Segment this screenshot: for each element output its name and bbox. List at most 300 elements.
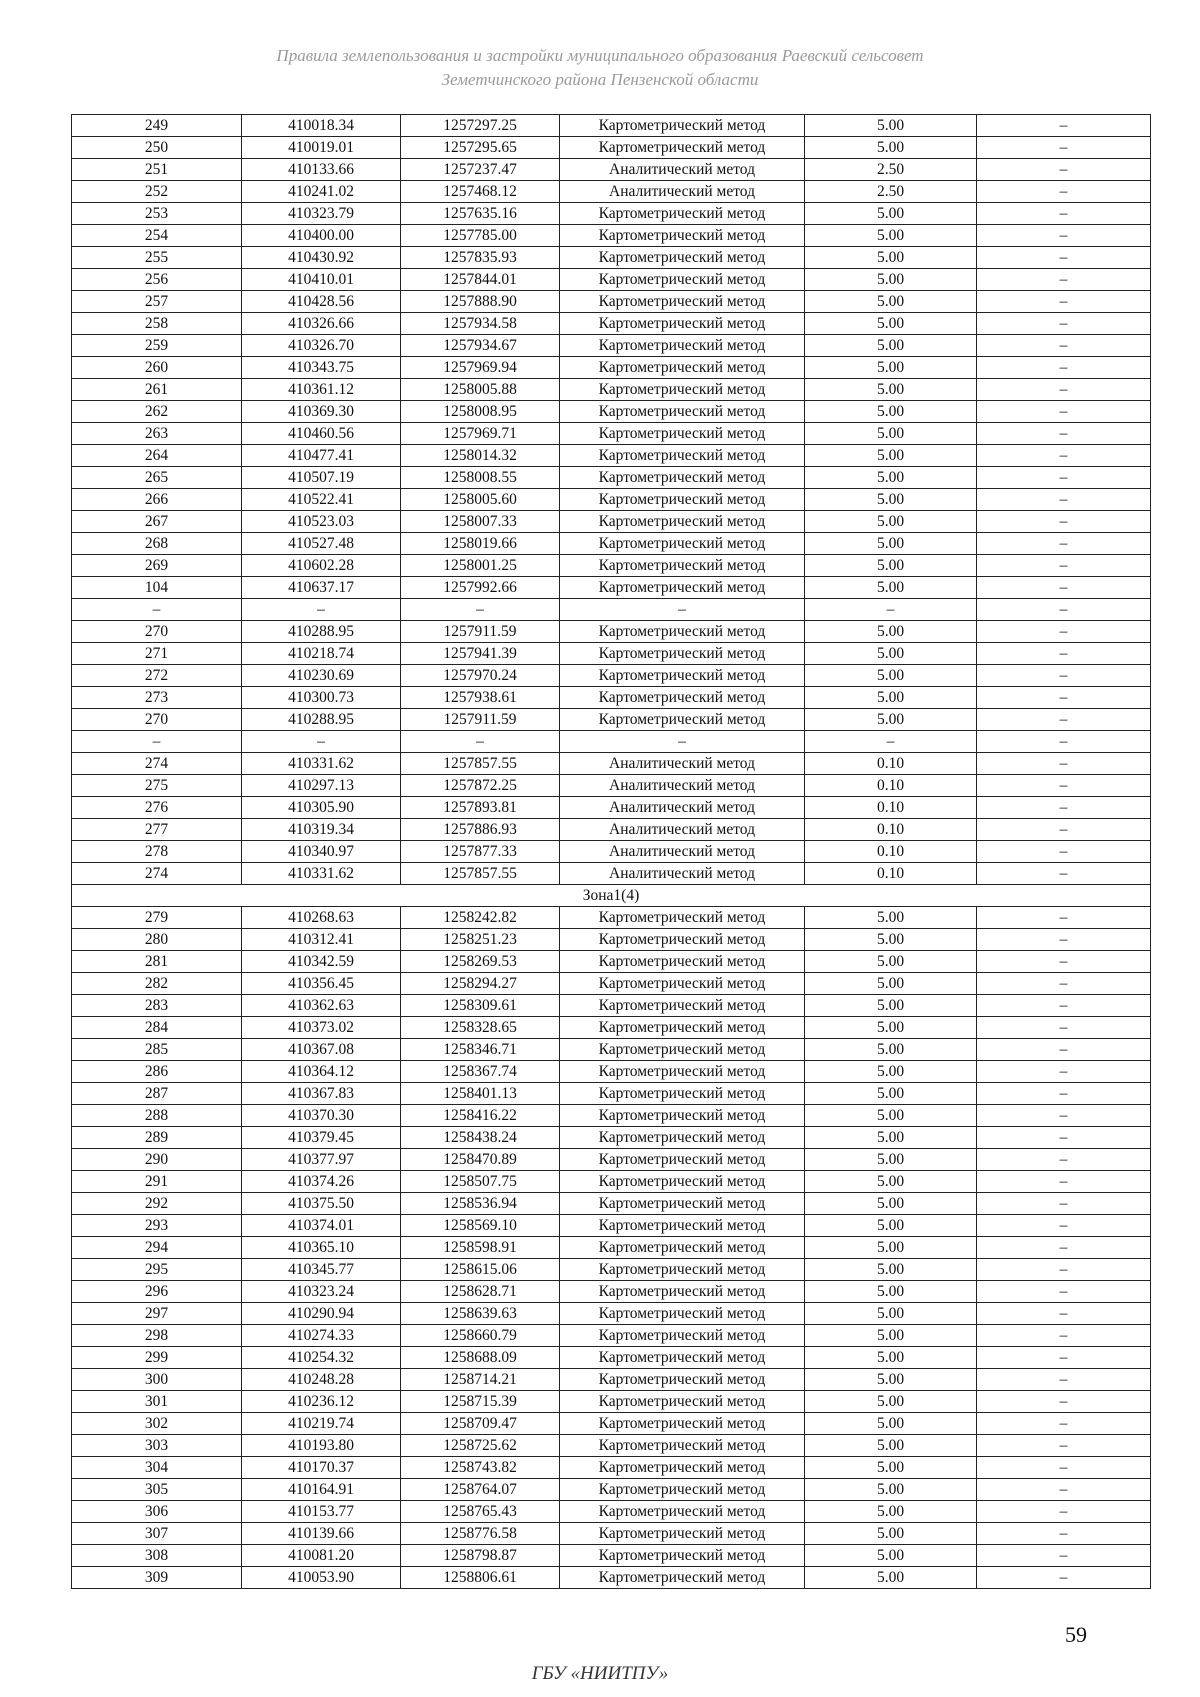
x-coordinate-cell: 410374.01	[242, 1215, 401, 1237]
point-number-cell: 252	[72, 181, 242, 203]
table-row	[72, 335, 1151, 357]
point-number-cell: 292	[72, 1193, 242, 1215]
method-cell: Картометрический метод	[560, 423, 805, 445]
method-cell: Картометрический метод	[560, 335, 805, 357]
point-number-cell: 263	[72, 423, 242, 445]
table-row	[72, 951, 1151, 973]
accuracy-cell: 5.00	[805, 291, 977, 313]
table-row	[72, 1281, 1151, 1303]
y-coordinate-cell: 1258536.94	[401, 1193, 560, 1215]
point-number-cell: 303	[72, 1435, 242, 1457]
method-cell: Картометрический метод	[560, 247, 805, 269]
table-row	[72, 687, 1151, 709]
description-cell: –	[977, 929, 1151, 951]
x-coordinate-cell: 410319.34	[242, 819, 401, 841]
table-row	[72, 247, 1151, 269]
accuracy-cell: 5.00	[805, 533, 977, 555]
point-number-cell: 290	[72, 1149, 242, 1171]
method-cell: Картометрический метод	[560, 1369, 805, 1391]
accuracy-cell: 5.00	[805, 929, 977, 951]
x-coordinate-cell: 410342.59	[242, 951, 401, 973]
method-cell: Картометрический метод	[560, 533, 805, 555]
table-row	[72, 467, 1151, 489]
method-cell: Картометрический метод	[560, 467, 805, 489]
method-cell: Картометрический метод	[560, 445, 805, 467]
x-coordinate-cell: 410331.62	[242, 753, 401, 775]
method-cell: Картометрический метод	[560, 1017, 805, 1039]
x-coordinate-cell: 410345.77	[242, 1259, 401, 1281]
x-coordinate-cell: 410377.97	[242, 1149, 401, 1171]
method-cell: Картометрический метод	[560, 951, 805, 973]
table-row	[72, 1237, 1151, 1259]
point-number-cell: –	[72, 731, 242, 753]
x-coordinate-cell: 410081.20	[242, 1545, 401, 1567]
point-number-cell: 273	[72, 687, 242, 709]
point-number-cell: 301	[72, 1391, 242, 1413]
y-coordinate-cell: 1258008.95	[401, 401, 560, 423]
y-coordinate-cell: –	[401, 599, 560, 621]
point-number-cell: 299	[72, 1347, 242, 1369]
method-cell: Картометрический метод	[560, 1545, 805, 1567]
x-coordinate-cell: 410218.74	[242, 643, 401, 665]
point-number-cell: 104	[72, 577, 242, 599]
point-number-cell: 300	[72, 1369, 242, 1391]
accuracy-cell: 5.00	[805, 269, 977, 291]
y-coordinate-cell: 1258507.75	[401, 1171, 560, 1193]
description-cell: –	[977, 841, 1151, 863]
method-cell: Картометрический метод	[560, 379, 805, 401]
x-coordinate-cell: 410331.62	[242, 863, 401, 885]
y-coordinate-cell: 1257970.24	[401, 665, 560, 687]
method-cell: Картометрический метод	[560, 973, 805, 995]
x-coordinate-cell: 410430.92	[242, 247, 401, 269]
description-cell: –	[977, 313, 1151, 335]
x-coordinate-cell: 410305.90	[242, 797, 401, 819]
y-coordinate-cell: 1257934.58	[401, 313, 560, 335]
table-row	[72, 1215, 1151, 1237]
table-row	[72, 753, 1151, 775]
x-coordinate-cell: 410230.69	[242, 665, 401, 687]
description-cell: –	[977, 687, 1151, 709]
y-coordinate-cell: 1258688.09	[401, 1347, 560, 1369]
y-coordinate-cell: 1258765.43	[401, 1501, 560, 1523]
point-number-cell: 307	[72, 1523, 242, 1545]
point-number-cell: 259	[72, 335, 242, 357]
x-coordinate-cell: 410139.66	[242, 1523, 401, 1545]
table-row	[72, 1435, 1151, 1457]
y-coordinate-cell: 1257295.65	[401, 137, 560, 159]
accuracy-cell: 5.00	[805, 1325, 977, 1347]
description-cell: –	[977, 1435, 1151, 1457]
method-cell: Картометрический метод	[560, 1193, 805, 1215]
point-number-cell: 262	[72, 401, 242, 423]
y-coordinate-cell: 1257844.01	[401, 269, 560, 291]
table-row	[72, 819, 1151, 841]
description-cell: –	[977, 401, 1151, 423]
method-cell: Картометрический метод	[560, 1501, 805, 1523]
y-coordinate-cell: 1258001.25	[401, 555, 560, 577]
point-number-cell: 283	[72, 995, 242, 1017]
method-cell: Картометрический метод	[560, 203, 805, 225]
method-cell: Картометрический метод	[560, 1149, 805, 1171]
description-cell: –	[977, 731, 1151, 753]
x-coordinate-cell: 410323.24	[242, 1281, 401, 1303]
x-coordinate-cell: 410193.80	[242, 1435, 401, 1457]
x-coordinate-cell: 410477.41	[242, 445, 401, 467]
x-coordinate-cell: 410323.79	[242, 203, 401, 225]
description-cell: –	[977, 577, 1151, 599]
x-coordinate-cell: 410365.10	[242, 1237, 401, 1259]
method-cell: Аналитический метод	[560, 159, 805, 181]
accuracy-cell: 5.00	[805, 577, 977, 599]
method-cell: –	[560, 731, 805, 753]
description-cell: –	[977, 137, 1151, 159]
point-number-cell: –	[72, 599, 242, 621]
table-row	[72, 577, 1151, 599]
method-cell: Картометрический метод	[560, 1127, 805, 1149]
y-coordinate-cell: 1258019.66	[401, 533, 560, 555]
table-row	[72, 1501, 1151, 1523]
point-number-cell: 278	[72, 841, 242, 863]
table-row	[72, 489, 1151, 511]
y-coordinate-cell: 1258806.61	[401, 1567, 560, 1589]
accuracy-cell: 5.00	[805, 313, 977, 335]
method-cell: Картометрический метод	[560, 1413, 805, 1435]
accuracy-cell: 5.00	[805, 247, 977, 269]
point-number-cell: 291	[72, 1171, 242, 1193]
method-cell: Аналитический метод	[560, 819, 805, 841]
accuracy-cell: 5.00	[805, 1259, 977, 1281]
x-coordinate-cell: 410522.41	[242, 489, 401, 511]
accuracy-cell: 5.00	[805, 709, 977, 731]
x-coordinate-cell: 410274.33	[242, 1325, 401, 1347]
accuracy-cell: 5.00	[805, 1127, 977, 1149]
accuracy-cell: 5.00	[805, 1017, 977, 1039]
point-number-cell: 275	[72, 775, 242, 797]
description-cell: –	[977, 1413, 1151, 1435]
table-row	[72, 313, 1151, 335]
accuracy-cell: 5.00	[805, 1237, 977, 1259]
header-line-2: Земетчинского района Пензенской области	[441, 70, 759, 89]
accuracy-cell: 5.00	[805, 1281, 977, 1303]
description-cell: –	[977, 1369, 1151, 1391]
accuracy-cell: 5.00	[805, 973, 977, 995]
accuracy-cell: 0.10	[805, 819, 977, 841]
method-cell: Картометрический метод	[560, 687, 805, 709]
method-cell: Картометрический метод	[560, 269, 805, 291]
point-number-cell: 257	[72, 291, 242, 313]
accuracy-cell: 5.00	[805, 137, 977, 159]
table-row	[72, 225, 1151, 247]
table-row	[72, 533, 1151, 555]
description-cell: –	[977, 335, 1151, 357]
description-cell: –	[977, 1017, 1151, 1039]
point-number-cell: 287	[72, 1083, 242, 1105]
accuracy-cell: 5.00	[805, 511, 977, 533]
description-cell: –	[977, 423, 1151, 445]
point-number-cell: 250	[72, 137, 242, 159]
description-cell: –	[977, 1391, 1151, 1413]
description-cell: –	[977, 709, 1151, 731]
accuracy-cell: 5.00	[805, 489, 977, 511]
accuracy-cell: 5.00	[805, 203, 977, 225]
table-row	[72, 357, 1151, 379]
x-coordinate-cell: 410297.13	[242, 775, 401, 797]
table-row	[72, 929, 1151, 951]
method-cell: Картометрический метод	[560, 621, 805, 643]
method-cell: Картометрический метод	[560, 1391, 805, 1413]
y-coordinate-cell: 1258401.13	[401, 1083, 560, 1105]
point-number-cell: 267	[72, 511, 242, 533]
table-row	[72, 511, 1151, 533]
page-number: 59	[1065, 1622, 1087, 1647]
description-cell: –	[977, 775, 1151, 797]
point-number-cell: 302	[72, 1413, 242, 1435]
table-row	[72, 269, 1151, 291]
method-cell: Картометрический метод	[560, 1171, 805, 1193]
description-cell: –	[977, 1523, 1151, 1545]
y-coordinate-cell: 1258007.33	[401, 511, 560, 533]
method-cell: Картометрический метод	[560, 1303, 805, 1325]
description-cell: –	[977, 819, 1151, 841]
accuracy-cell: 5.00	[805, 1523, 977, 1545]
accuracy-cell: –	[805, 599, 977, 621]
x-coordinate-cell: 410507.19	[242, 467, 401, 489]
x-coordinate-cell: 410400.00	[242, 225, 401, 247]
x-coordinate-cell: 410356.45	[242, 973, 401, 995]
y-coordinate-cell: 1257992.66	[401, 577, 560, 599]
y-coordinate-cell: 1257888.90	[401, 291, 560, 313]
x-coordinate-cell: 410254.32	[242, 1347, 401, 1369]
y-coordinate-cell: 1257969.94	[401, 357, 560, 379]
coordinates-table	[71, 114, 1151, 1589]
point-number-cell: 269	[72, 555, 242, 577]
accuracy-cell: 5.00	[805, 1149, 977, 1171]
x-coordinate-cell: 410019.01	[242, 137, 401, 159]
accuracy-cell: 5.00	[805, 995, 977, 1017]
x-coordinate-cell: 410602.28	[242, 555, 401, 577]
x-coordinate-cell: 410369.30	[242, 401, 401, 423]
accuracy-cell: 5.00	[805, 1303, 977, 1325]
method-cell: Картометрический метод	[560, 1105, 805, 1127]
accuracy-cell: 5.00	[805, 1567, 977, 1589]
point-number-cell: 264	[72, 445, 242, 467]
description-cell: –	[977, 995, 1151, 1017]
description-cell: –	[977, 951, 1151, 973]
method-cell: Картометрический метод	[560, 1523, 805, 1545]
description-cell: –	[977, 159, 1151, 181]
method-cell: Картометрический метод	[560, 1457, 805, 1479]
y-coordinate-cell: 1257297.25	[401, 115, 560, 137]
description-cell: –	[977, 797, 1151, 819]
x-coordinate-cell: 410527.48	[242, 533, 401, 555]
accuracy-cell: –	[805, 731, 977, 753]
accuracy-cell: 5.00	[805, 621, 977, 643]
table-row	[72, 423, 1151, 445]
method-cell: Картометрический метод	[560, 1259, 805, 1281]
description-cell: –	[977, 1237, 1151, 1259]
y-coordinate-cell: 1258639.63	[401, 1303, 560, 1325]
coordinates-table-body	[72, 115, 1151, 1589]
y-coordinate-cell: 1258005.88	[401, 379, 560, 401]
x-coordinate-cell: 410370.30	[242, 1105, 401, 1127]
footer-organization: ГБУ «НИИТПУ»	[531, 1663, 669, 1684]
table-row	[72, 379, 1151, 401]
accuracy-cell: 5.00	[805, 1545, 977, 1567]
y-coordinate-cell: 1257785.00	[401, 225, 560, 247]
method-cell: Картометрический метод	[560, 643, 805, 665]
method-cell: Картометрический метод	[560, 1325, 805, 1347]
table-row	[72, 1567, 1151, 1589]
y-coordinate-cell: 1257835.93	[401, 247, 560, 269]
x-coordinate-cell: 410460.56	[242, 423, 401, 445]
accuracy-cell: 5.00	[805, 357, 977, 379]
table-row	[72, 181, 1151, 203]
table-row	[72, 555, 1151, 577]
table-row	[72, 137, 1151, 159]
description-cell: –	[977, 379, 1151, 401]
table-row	[72, 115, 1151, 137]
accuracy-cell: 0.10	[805, 797, 977, 819]
accuracy-cell: 0.10	[805, 753, 977, 775]
description-cell: –	[977, 203, 1151, 225]
x-coordinate-cell: –	[242, 731, 401, 753]
y-coordinate-cell: 1258005.60	[401, 489, 560, 511]
y-coordinate-cell: 1257886.93	[401, 819, 560, 841]
accuracy-cell: 5.00	[805, 1501, 977, 1523]
running-header	[0, 44, 1200, 92]
accuracy-cell: 5.00	[805, 445, 977, 467]
description-cell: –	[977, 1083, 1151, 1105]
y-coordinate-cell: 1258309.61	[401, 995, 560, 1017]
y-coordinate-cell: 1258725.62	[401, 1435, 560, 1457]
x-coordinate-cell: 410300.73	[242, 687, 401, 709]
method-cell: Картометрический метод	[560, 1061, 805, 1083]
description-cell: –	[977, 489, 1151, 511]
y-coordinate-cell: 1258628.71	[401, 1281, 560, 1303]
x-coordinate-cell: 410053.90	[242, 1567, 401, 1589]
method-cell: Картометрический метод	[560, 291, 805, 313]
method-cell: Аналитический метод	[560, 863, 805, 885]
description-cell: –	[977, 357, 1151, 379]
point-number-cell: 249	[72, 115, 242, 137]
table-row	[72, 643, 1151, 665]
table-row	[72, 159, 1151, 181]
description-cell: –	[977, 665, 1151, 687]
y-coordinate-cell: 1257941.39	[401, 643, 560, 665]
x-coordinate-cell: 410018.34	[242, 115, 401, 137]
table-row	[72, 797, 1151, 819]
y-coordinate-cell: 1258416.22	[401, 1105, 560, 1127]
y-coordinate-cell: 1258438.24	[401, 1127, 560, 1149]
description-cell: –	[977, 1193, 1151, 1215]
accuracy-cell: 2.50	[805, 159, 977, 181]
x-coordinate-cell: 410340.97	[242, 841, 401, 863]
table-row	[72, 401, 1151, 423]
table-row	[72, 907, 1151, 929]
table-row	[72, 1413, 1151, 1435]
x-coordinate-cell: 410343.75	[242, 357, 401, 379]
x-coordinate-cell: 410290.94	[242, 1303, 401, 1325]
method-cell: Картометрический метод	[560, 225, 805, 247]
table-row	[72, 1369, 1151, 1391]
point-number-cell: 254	[72, 225, 242, 247]
point-number-cell: 294	[72, 1237, 242, 1259]
description-cell: –	[977, 1325, 1151, 1347]
description-cell: –	[977, 291, 1151, 313]
y-coordinate-cell: 1257468.12	[401, 181, 560, 203]
point-number-cell: 256	[72, 269, 242, 291]
table-row	[72, 841, 1151, 863]
accuracy-cell: 5.00	[805, 1083, 977, 1105]
y-coordinate-cell: –	[401, 731, 560, 753]
method-cell: Картометрический метод	[560, 115, 805, 137]
point-number-cell: 258	[72, 313, 242, 335]
point-number-cell: 295	[72, 1259, 242, 1281]
y-coordinate-cell: 1258569.10	[401, 1215, 560, 1237]
description-cell: –	[977, 181, 1151, 203]
y-coordinate-cell: 1258346.71	[401, 1039, 560, 1061]
description-cell: –	[977, 533, 1151, 555]
accuracy-cell: 0.10	[805, 863, 977, 885]
table-row	[72, 1149, 1151, 1171]
point-number-cell: 304	[72, 1457, 242, 1479]
table-row	[72, 1457, 1151, 1479]
y-coordinate-cell: 1258715.39	[401, 1391, 560, 1413]
table-row	[72, 1303, 1151, 1325]
y-coordinate-cell: 1258470.89	[401, 1149, 560, 1171]
table-row	[72, 1545, 1151, 1567]
y-coordinate-cell: 1257969.71	[401, 423, 560, 445]
accuracy-cell: 5.00	[805, 1347, 977, 1369]
point-number-cell: 308	[72, 1545, 242, 1567]
accuracy-cell: 5.00	[805, 379, 977, 401]
table-row	[72, 1479, 1151, 1501]
x-coordinate-cell: 410375.50	[242, 1193, 401, 1215]
method-cell: Аналитический метод	[560, 841, 805, 863]
point-number-cell: 289	[72, 1127, 242, 1149]
table-row	[72, 1347, 1151, 1369]
description-cell: –	[977, 621, 1151, 643]
x-coordinate-cell: 410361.12	[242, 379, 401, 401]
x-coordinate-cell: 410362.63	[242, 995, 401, 1017]
table-row	[72, 1083, 1151, 1105]
point-number-cell: 270	[72, 709, 242, 731]
method-cell: Картометрический метод	[560, 1281, 805, 1303]
point-number-cell: 298	[72, 1325, 242, 1347]
description-cell: –	[977, 1545, 1151, 1567]
accuracy-cell: 5.00	[805, 335, 977, 357]
y-coordinate-cell: 1257857.55	[401, 753, 560, 775]
point-number-cell: 297	[72, 1303, 242, 1325]
y-coordinate-cell: 1258660.79	[401, 1325, 560, 1347]
x-coordinate-cell: 410326.70	[242, 335, 401, 357]
y-coordinate-cell: 1257857.55	[401, 863, 560, 885]
accuracy-cell: 5.00	[805, 1479, 977, 1501]
description-cell: –	[977, 115, 1151, 137]
point-number-cell: 282	[72, 973, 242, 995]
y-coordinate-cell: 1258709.47	[401, 1413, 560, 1435]
method-cell: Картометрический метод	[560, 401, 805, 423]
point-number-cell: 280	[72, 929, 242, 951]
accuracy-cell: 5.00	[805, 1061, 977, 1083]
method-cell: Картометрический метод	[560, 929, 805, 951]
x-coordinate-cell: 410133.66	[242, 159, 401, 181]
accuracy-cell: 5.00	[805, 1039, 977, 1061]
y-coordinate-cell: 1258008.55	[401, 467, 560, 489]
y-coordinate-cell: 1258598.91	[401, 1237, 560, 1259]
description-cell: –	[977, 973, 1151, 995]
